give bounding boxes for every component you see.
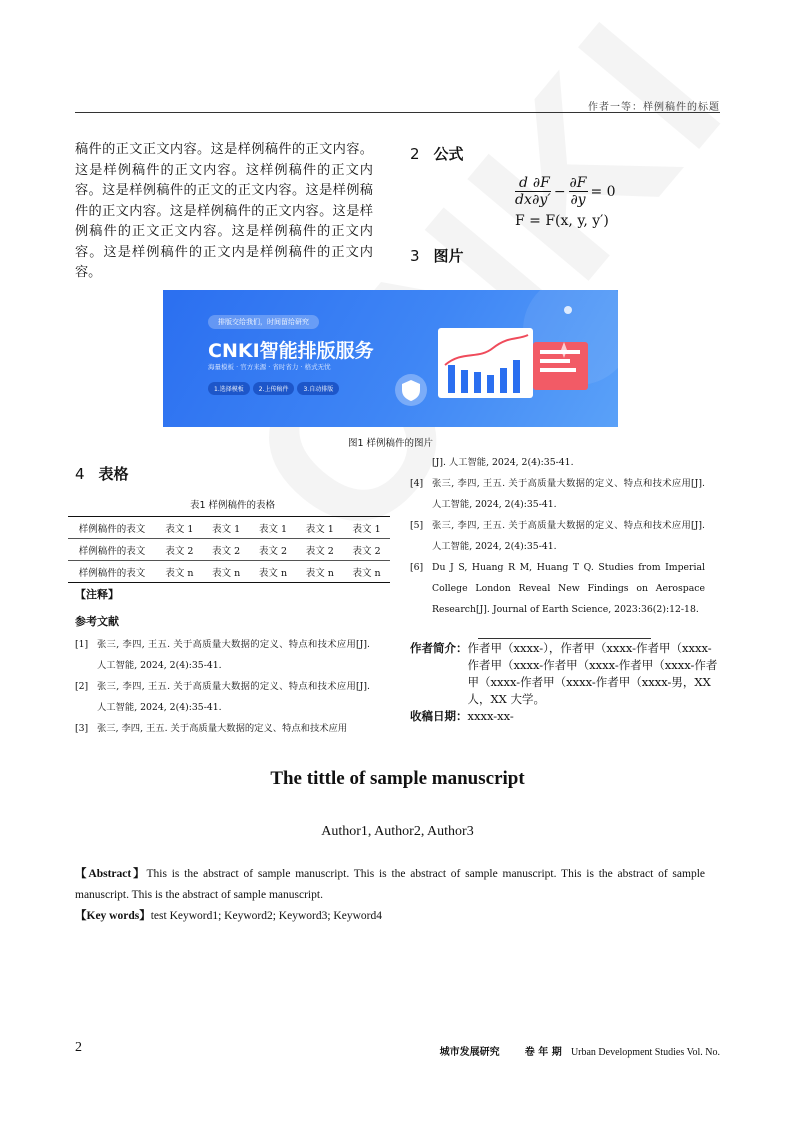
english-authors: Author1, Author2, Author3 [321, 824, 474, 839]
banner-title: CNKI智能排版服务 [208, 340, 374, 362]
author-bio: 作者简介： 作者甲（xxxx-），作者甲（xxxx-作者甲（xxxx-作者甲（xxxx-作者甲（xxxx-作者甲（xxxx-作者甲（xxxx-作者甲（xxxx-作者甲（xxxx-男，XX 人，XX 大学。 [410, 641, 718, 706]
reference-item: [5] 张三, 李四, 王五. 关于高质量大数据的定义、特点和技术应用[J]. 人工智能, 2024, 2(4):35-41. [410, 520, 705, 552]
reference-item: [2] 张三, 李四, 王五. 关于高质量大数据的定义、特点和技术应用[J]. 人工智能, 2024, 2(4):35-41. [75, 681, 370, 713]
body-paragraph: 稿件的正文正文内容。这是样例稿件的正文内容。这是样例稿件的正文内容。这样例稿件的正文内容。这是样例稿件的正文的正文内容。这是样例稿件的正文内容。这是样例稿件的正文内容。这是样例稿件的正文正文内容。这是样例稿件的正文内容。这是样例稿件的正文内是样例稿件的正文内容。 [75, 142, 373, 280]
table-cell: 表文 1 [296, 517, 343, 539]
volume-issue: 卷 年 期 [524, 1047, 562, 1058]
equals-zero: = 0 [590, 184, 616, 200]
table-cell: 表文 1 [250, 517, 297, 539]
table-cell: 表文 n [343, 561, 390, 583]
references-list-left [75, 634, 370, 739]
table-cell: 表文 1 [156, 517, 203, 539]
section-heading-table [75, 463, 373, 484]
table-cell: 样例稿件的表文 [68, 561, 156, 583]
minus-sign: − [553, 184, 566, 200]
banner-subtitle: 海量模板 · 官方来源 · 省时省力 · 格式无忧 [208, 363, 331, 371]
abstract-label: 【Abstract】 [75, 868, 147, 880]
banner-illustration [383, 290, 618, 427]
banner-step-upload: 2.上传稿件 [253, 382, 295, 395]
fraction-dF-dy: $\frac{\partial F}{\partial y}$ [569, 175, 587, 208]
table-cell: 表文 n [156, 561, 203, 583]
report-card [533, 342, 588, 390]
formula-block [515, 175, 619, 229]
table-cell: 样例稿件的表文 [68, 539, 156, 561]
header-rule [75, 112, 720, 113]
reference-item: [4] 张三, 李四, 王五. 关于高质量大数据的定义、特点和技术应用[J]. 人工智能, 2024, 2(4):35-41. [410, 478, 705, 510]
journal-name-en: Urban Development Studies Vol. No. [570, 1047, 720, 1058]
table-cell: 表文 2 [203, 539, 250, 561]
banner-step-select-template: 1.选择模板 [208, 382, 250, 395]
table-cell: 表文 1 [203, 517, 250, 539]
footnote-rule [478, 638, 651, 639]
page-number: 2 [75, 1040, 82, 1055]
table-cell: 表文 2 [296, 539, 343, 561]
reference-item: [6] Du J S, Huang R M, Huang T Q. Studies from Imperial College London Reveal New Findings on Aerospace Research[J]. Journal of Earth Science, 2023:36(2):12-18. [410, 562, 705, 615]
section-title: 公式 [433, 145, 464, 163]
english-title: The tittle of sample manuscript [270, 768, 525, 789]
banner-pill: 排版交给我们，时间留给研究 [208, 315, 319, 329]
running-head: 作者一等：样例稿件的标题 [588, 102, 720, 113]
section-title: 图片 [433, 247, 464, 265]
references-heading: 参考文献 [75, 615, 119, 628]
table-cell: 表文 2 [250, 539, 297, 561]
english-keywords [75, 906, 720, 927]
english-abstract [75, 864, 705, 906]
fraction-d-dx: $\frac{d}{dx}$ [515, 175, 532, 208]
references-list-right [410, 452, 705, 620]
table-caption: 表1 样例稿件的表格 [189, 500, 276, 511]
journal-footer [300, 1043, 720, 1058]
function-definition: F = F(x, y, y′) [515, 213, 609, 229]
table-cell: 样例稿件的表文 [68, 517, 156, 539]
section-number: 2 [410, 145, 420, 163]
table-row [68, 539, 390, 561]
table-cell: 表文 n [203, 561, 250, 583]
table-cell: 表文 1 [343, 517, 390, 539]
table-cell: 表文 n [250, 561, 297, 583]
table-cell: 表文 n [296, 561, 343, 583]
table-cell: 表文 2 [343, 539, 390, 561]
sample-table [68, 516, 390, 583]
section-heading-figure [410, 245, 720, 266]
keywords-label: 【Key words】 [75, 910, 151, 922]
banner-steps [208, 382, 339, 395]
keywords-text: test Keyword1; Keyword2; Keyword3; Keyword4 [150, 910, 382, 922]
section-title: 表格 [98, 465, 129, 483]
reference-item: [3] 张三, 李四, 王五. 关于高质量大数据的定义、特点和技术应用 [75, 723, 348, 734]
section-number: 4 [75, 465, 85, 483]
reference-item: [1] 张三, 李四, 王五. 关于高质量大数据的定义、特点和技术应用[J]. 人工智能, 2024, 2(4):35-41. [75, 639, 370, 671]
table-cell: 表文 2 [156, 539, 203, 561]
received-date: 收稿日期： xxxx-xx- [410, 709, 514, 723]
figure-caption: 图1 样例稿件的图片 [347, 438, 434, 449]
fraction-dF-dyp: $\frac{\partial F}{\partial y'}$ [532, 175, 551, 208]
cnki-banner-figure [163, 290, 618, 427]
reference-continuation: [J]. 人工智能, 2024, 2(4):35-41. [432, 457, 574, 468]
table-row [68, 517, 390, 539]
table-row [68, 561, 390, 583]
banner-step-auto-typeset: 3.自动排版 [297, 382, 339, 395]
abstract-text: This is the abstract of sample manuscript. This is the abstract of sample manuscript. This is the abstract of sample manuscript. This is the abstract of sample manuscript. [75, 868, 705, 901]
author-info [410, 640, 720, 725]
euler-lagrange-equation [515, 175, 619, 209]
journal-name-cn: 城市发展研究 [439, 1047, 500, 1058]
section-heading-formula [410, 143, 720, 164]
section-number: 3 [410, 247, 420, 265]
note-heading: 【注释】 [75, 588, 119, 601]
